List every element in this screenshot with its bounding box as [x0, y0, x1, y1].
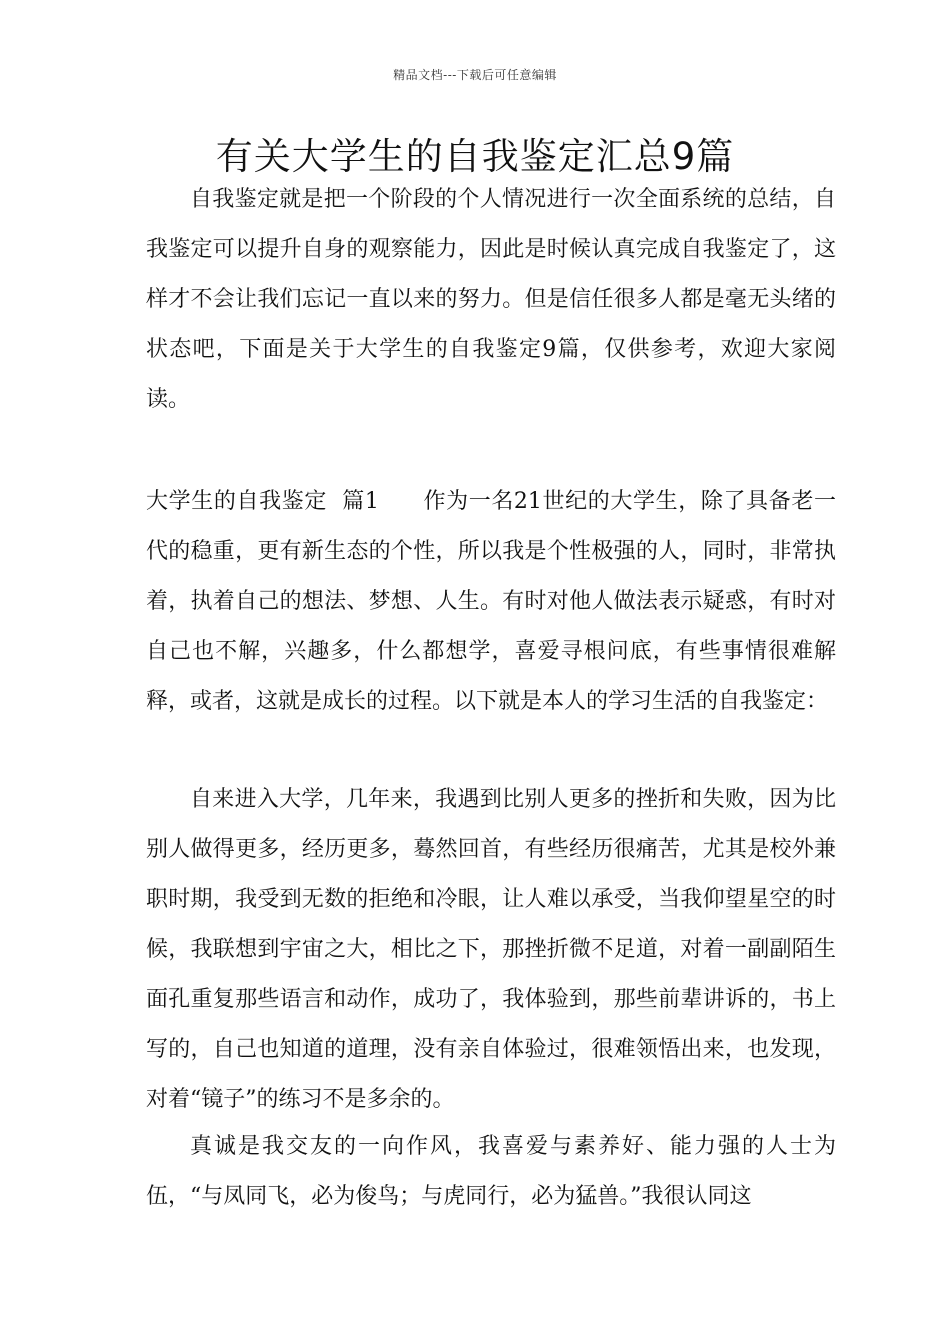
section-1-paragraph — [146, 477, 836, 727]
body-paragraph-3: 真诚是我交友的一向作风，我喜爱与素养好、能力强的人士为伍，“与凤同飞，必为俊鸟；与虎同行，必为猛兽。”我很认同这 — [146, 1134, 836, 1209]
section-1-heading: 大学生的自我鉴定 篇1 — [146, 489, 379, 514]
section-1-text: 作为一名21世纪的大学生，除了具备老一代的稳重，更有新生态的个性，所以我是个性极强的人，同时，非常执着，执着自己的想法、梦想、人生。有时对他人做法表示疑惑，有时对自己也不解，兴趣多，什么都想学，喜爱寻根问底，有些事情很难解释，或者，这就是成长的过程。以下就是本人的学习生活的自我鉴定： — [146, 489, 837, 714]
document-title: 有关大学生的自我鉴定汇总9篇 — [215, 135, 735, 178]
header-note: 精品文档---下载后可任意编辑 — [393, 68, 557, 82]
intro-paragraph: 自我鉴定就是把一个阶段的个人情况进行一次全面系统的总结，自我鉴定可以提升自身的观察能力，因此是时候认真完成自我鉴定了，这样才不会让我们忘记一直以来的努力。但是信任很多人都是毫无头绪的状态吧，下面是关于大学生的自我鉴定9篇，仅供参考，欢迎大家阅读。 — [146, 187, 836, 412]
body-paragraph-2: 自来进入大学，几年来，我遇到比别人更多的挫折和失败，因为比别人做得更多，经历更多，蓦然回首，有些经历很痛苦，尤其是校外兼职时期，我受到无数的拒绝和冷眼，让人难以承受，当我仰望星空的时候，我联想到宇宙之大，相比之下，那挫折微不足道，对着一副副陌生面孔重复那些语言和动作，成功了，我体验到，那些前辈讲诉的，书上写的，自己也知道的道理，没有亲自体验过，很难领悟出来，也发现，对着“镜子”的练习不是多余的。 — [146, 787, 836, 1112]
